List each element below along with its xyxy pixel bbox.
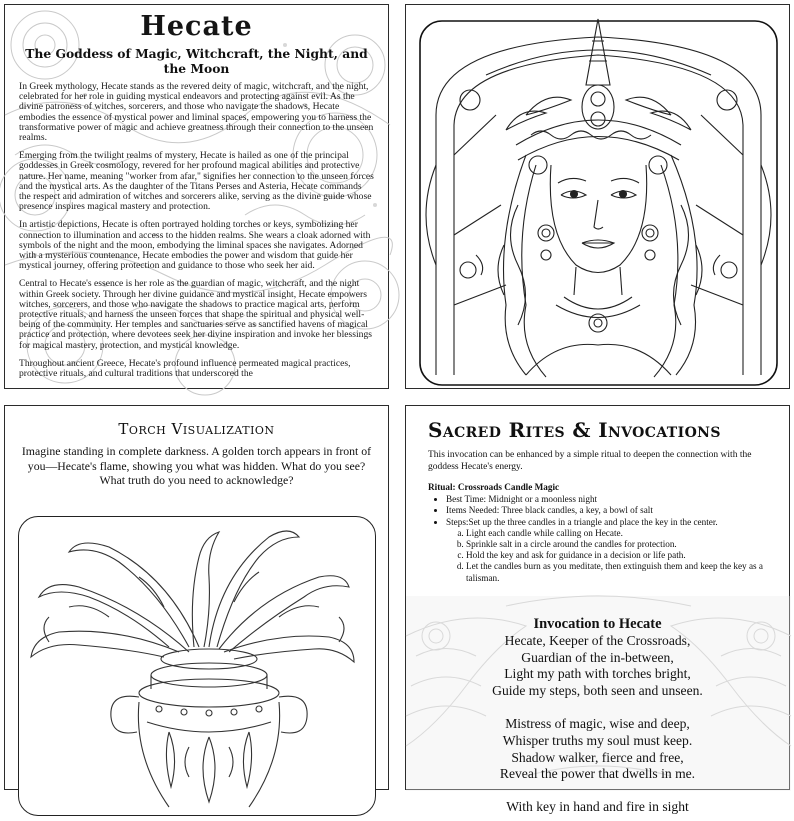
step-item: c. Hold the key and ask for guidance in a decision or life path. [466,550,777,561]
stanza-gap [406,783,789,799]
paragraph: Emerging from the twilight realms of mystery, Hecate is hailed as one of the principal goddesses in Greek cosmology, revered for her profound magical abilities and protective nature. Her name, meaning "worker from afar," signifies her connection to the unseen forces and the mystical arts. As the daughter of the Titans Perses and Asteria, Hecate commands the respect and admiration of witches and sorcerers alike, serving as the divine guide whose presence inspires magical mastery and protection. [19,150,374,213]
invocation-title: Invocation to Hecate [533,616,662,632]
poem-line: Hecate, Keeper of the Crossroads, [504,632,691,648]
hecate-coloring-page [405,4,790,389]
invocation-section [406,596,789,815]
page-subtitle: The Goddess of Magic, Witchcraft, the Night, and the Moon [25,46,368,76]
paragraph: In artistic depictions, Hecate is often portrayed holding torches or keys, symbolizing her connection to illumination and access to the hidden realms. She wears a cloak adorned with symbols of the night and the moon, embodying the liminal spaces she navigates. Adorned with a mysterious countenance, Hecate embodies the power and wisdom that guide her mystical journey, offering protection and guidance to those who seek her aid. [19,219,371,272]
list-item [446,517,777,584]
ritual-list [428,494,777,584]
torch-illustration-frame [18,516,376,816]
poem-line: Reveal the power that dwells in me. [499,766,696,782]
hecate-portrait-illustration [406,5,791,390]
poem-line: Guardian of the in-between, [521,649,674,665]
ritual-title: Ritual: Crossroads Candle Magic [428,482,560,492]
list-item-text: Steps:Set up the three candles in a triangle and place the key in the center. [446,516,718,527]
step-item: b. Sprinkle salt in a circle around the candles for protection. [466,539,777,550]
torch-illustration [19,517,377,817]
poem-line: Guide my steps, both seen and unseen. [492,683,703,699]
torch-visualization-page [4,405,389,790]
invocation-poem [406,616,789,816]
section-title: Torch Visualization [118,420,275,438]
paragraph: Throughout ancient Greece, Hecate's profound influence permeated magical practices, protective rituals, and cultural traditions that underscored the [19,357,351,380]
paragraph: In Greek mythology, Hecate stands as the revered deity of magic, witchcraft, and the night, celebrated for her role in guiding mystical endeavors and protecting against evil. As the divine patroness of witches, sorcerers, and those who navigate the shadows, Hecate embodies the essence of mystical power and liminal spaces, empowering you to harness the transformative power of magic and achieve greatness through their connection to the unseen realms. [19,81,374,144]
stanza-gap [406,700,789,716]
intro-text: This invocation can be enhanced by a simple ritual to deepen the connection with the goddess Hecate's energy. [428,450,752,472]
poem-line: Light my path with torches bright, [504,666,691,682]
visualization-prompt: Imagine standing in complete darkness. A golden torch appears in front of you—Hecate's flame, showing you what was hidden. What do you see? What truth do you need to acknowledge? [21,444,372,487]
hecate-info-page [4,4,389,389]
ritual-block [428,482,777,584]
list-item: • Best Time: Midnight or a moonless night [446,494,777,505]
step-item: d. Let the candles burn as you meditate, then extinguish them and keep the key as a talisman. [466,561,777,583]
page-title: Hecate [140,11,253,42]
poem-line: With key in hand and fire in sight [506,799,689,815]
section-title: Sacred Rites & Invocations [428,418,721,442]
poem-line: Shadow walker, fierce and free, [511,749,684,765]
poem-line: Mistress of magic, wise and deep, [505,715,690,731]
poem-line: Whisper truths my soul must keep. [502,732,693,748]
sacred-rites-page [405,405,790,815]
paragraph: Central to Hecate's essence is her role as the guardian of magic, witchcraft, and the night within Greek society. Through her divine guidance and mystical insight, Hecate empowers witches, sorcerers, and those who navigate the shadows to practice magical arts, perform protective rituals, and harness the unseen forces that shape the spiritual and physical well-being of the community. Her temples and sanctuaries serve as sanctified havens of magical practice and protection, where devotees seek her divine inspiration and invoke her blessings for magical mastery, protection, and mystical knowledge. [19,278,372,351]
list-item: • Items Needed: Three black candles, a key, a bowl of salt [446,505,777,516]
steps-list [446,528,777,584]
step-item: a. Light each candle while calling on Hecate. [466,528,777,539]
